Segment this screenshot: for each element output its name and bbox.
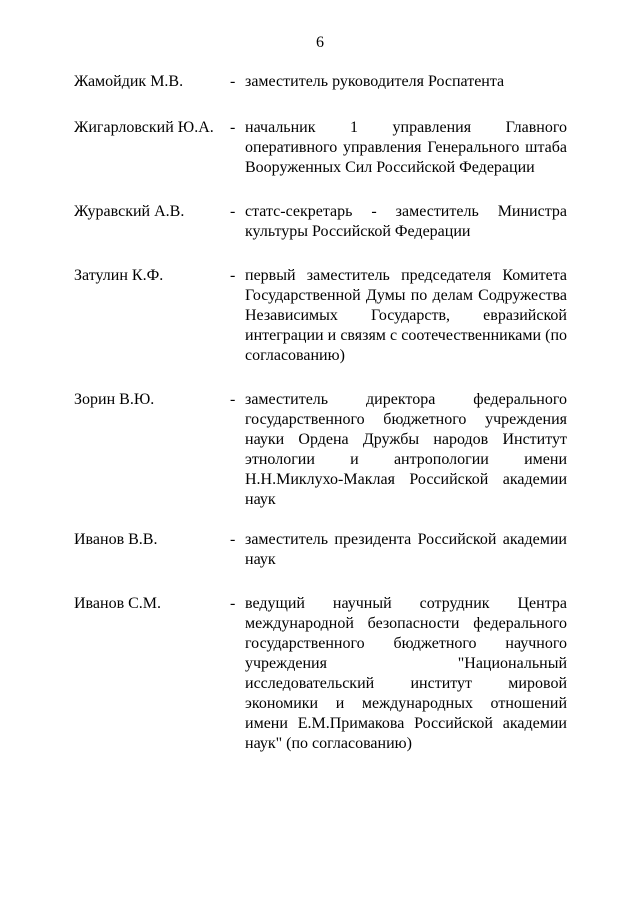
position-description: заместитель директора федерального государственного бюджетного учреждения науки Ордена Дружбы народов Институт этнологии и антропологии имени Н.Н.Миклухо-Маклая Российской академии наук [245,391,567,508]
person-name: Зорин В.Ю. [74,391,155,408]
person-name: Затулин К.Ф. [74,267,164,284]
position-description: заместитель президента Российской академии наук [245,531,567,568]
dash-separator: - [230,203,236,220]
dash-separator: - [230,595,236,612]
position-description: статс-секретарь - заместитель Министра культуры Российской Федерации [245,203,567,240]
person-name: Жигарловский Ю.А. [74,119,214,136]
dash-separator: - [230,119,236,136]
person-name: Иванов В.В. [74,531,158,548]
person-name: Журавский А.В. [74,203,185,220]
dash-separator: - [230,391,236,408]
person-name: Иванов С.М. [74,595,162,612]
dash-separator: - [230,531,236,548]
position-description: первый заместитель председателя Комитета Государственной Думы по делам Содружества Независимых Государств, евразийской интеграции и связям с соотечественниками (по согласованию) [245,267,567,364]
person-name: Жамойдик М.В. [74,73,184,90]
position-description: ведущий научный сотрудник Центра международной безопасности федерального государственного бюджетного научного учреждения "Национальный исследовательский институт мировой экономики и международных отношений имени Е.М.Примакова Российской академии наук" (по согласованию) [245,595,567,752]
dash-separator: - [230,73,236,90]
page-number: 6 [316,34,324,51]
dash-separator: - [230,267,236,284]
position-description: начальник 1 управления Главного оперативного управления Генерального штаба Вооруженных Сил Российской Федерации [245,119,567,176]
position-description: заместитель руководителя Роспатента [245,73,505,90]
